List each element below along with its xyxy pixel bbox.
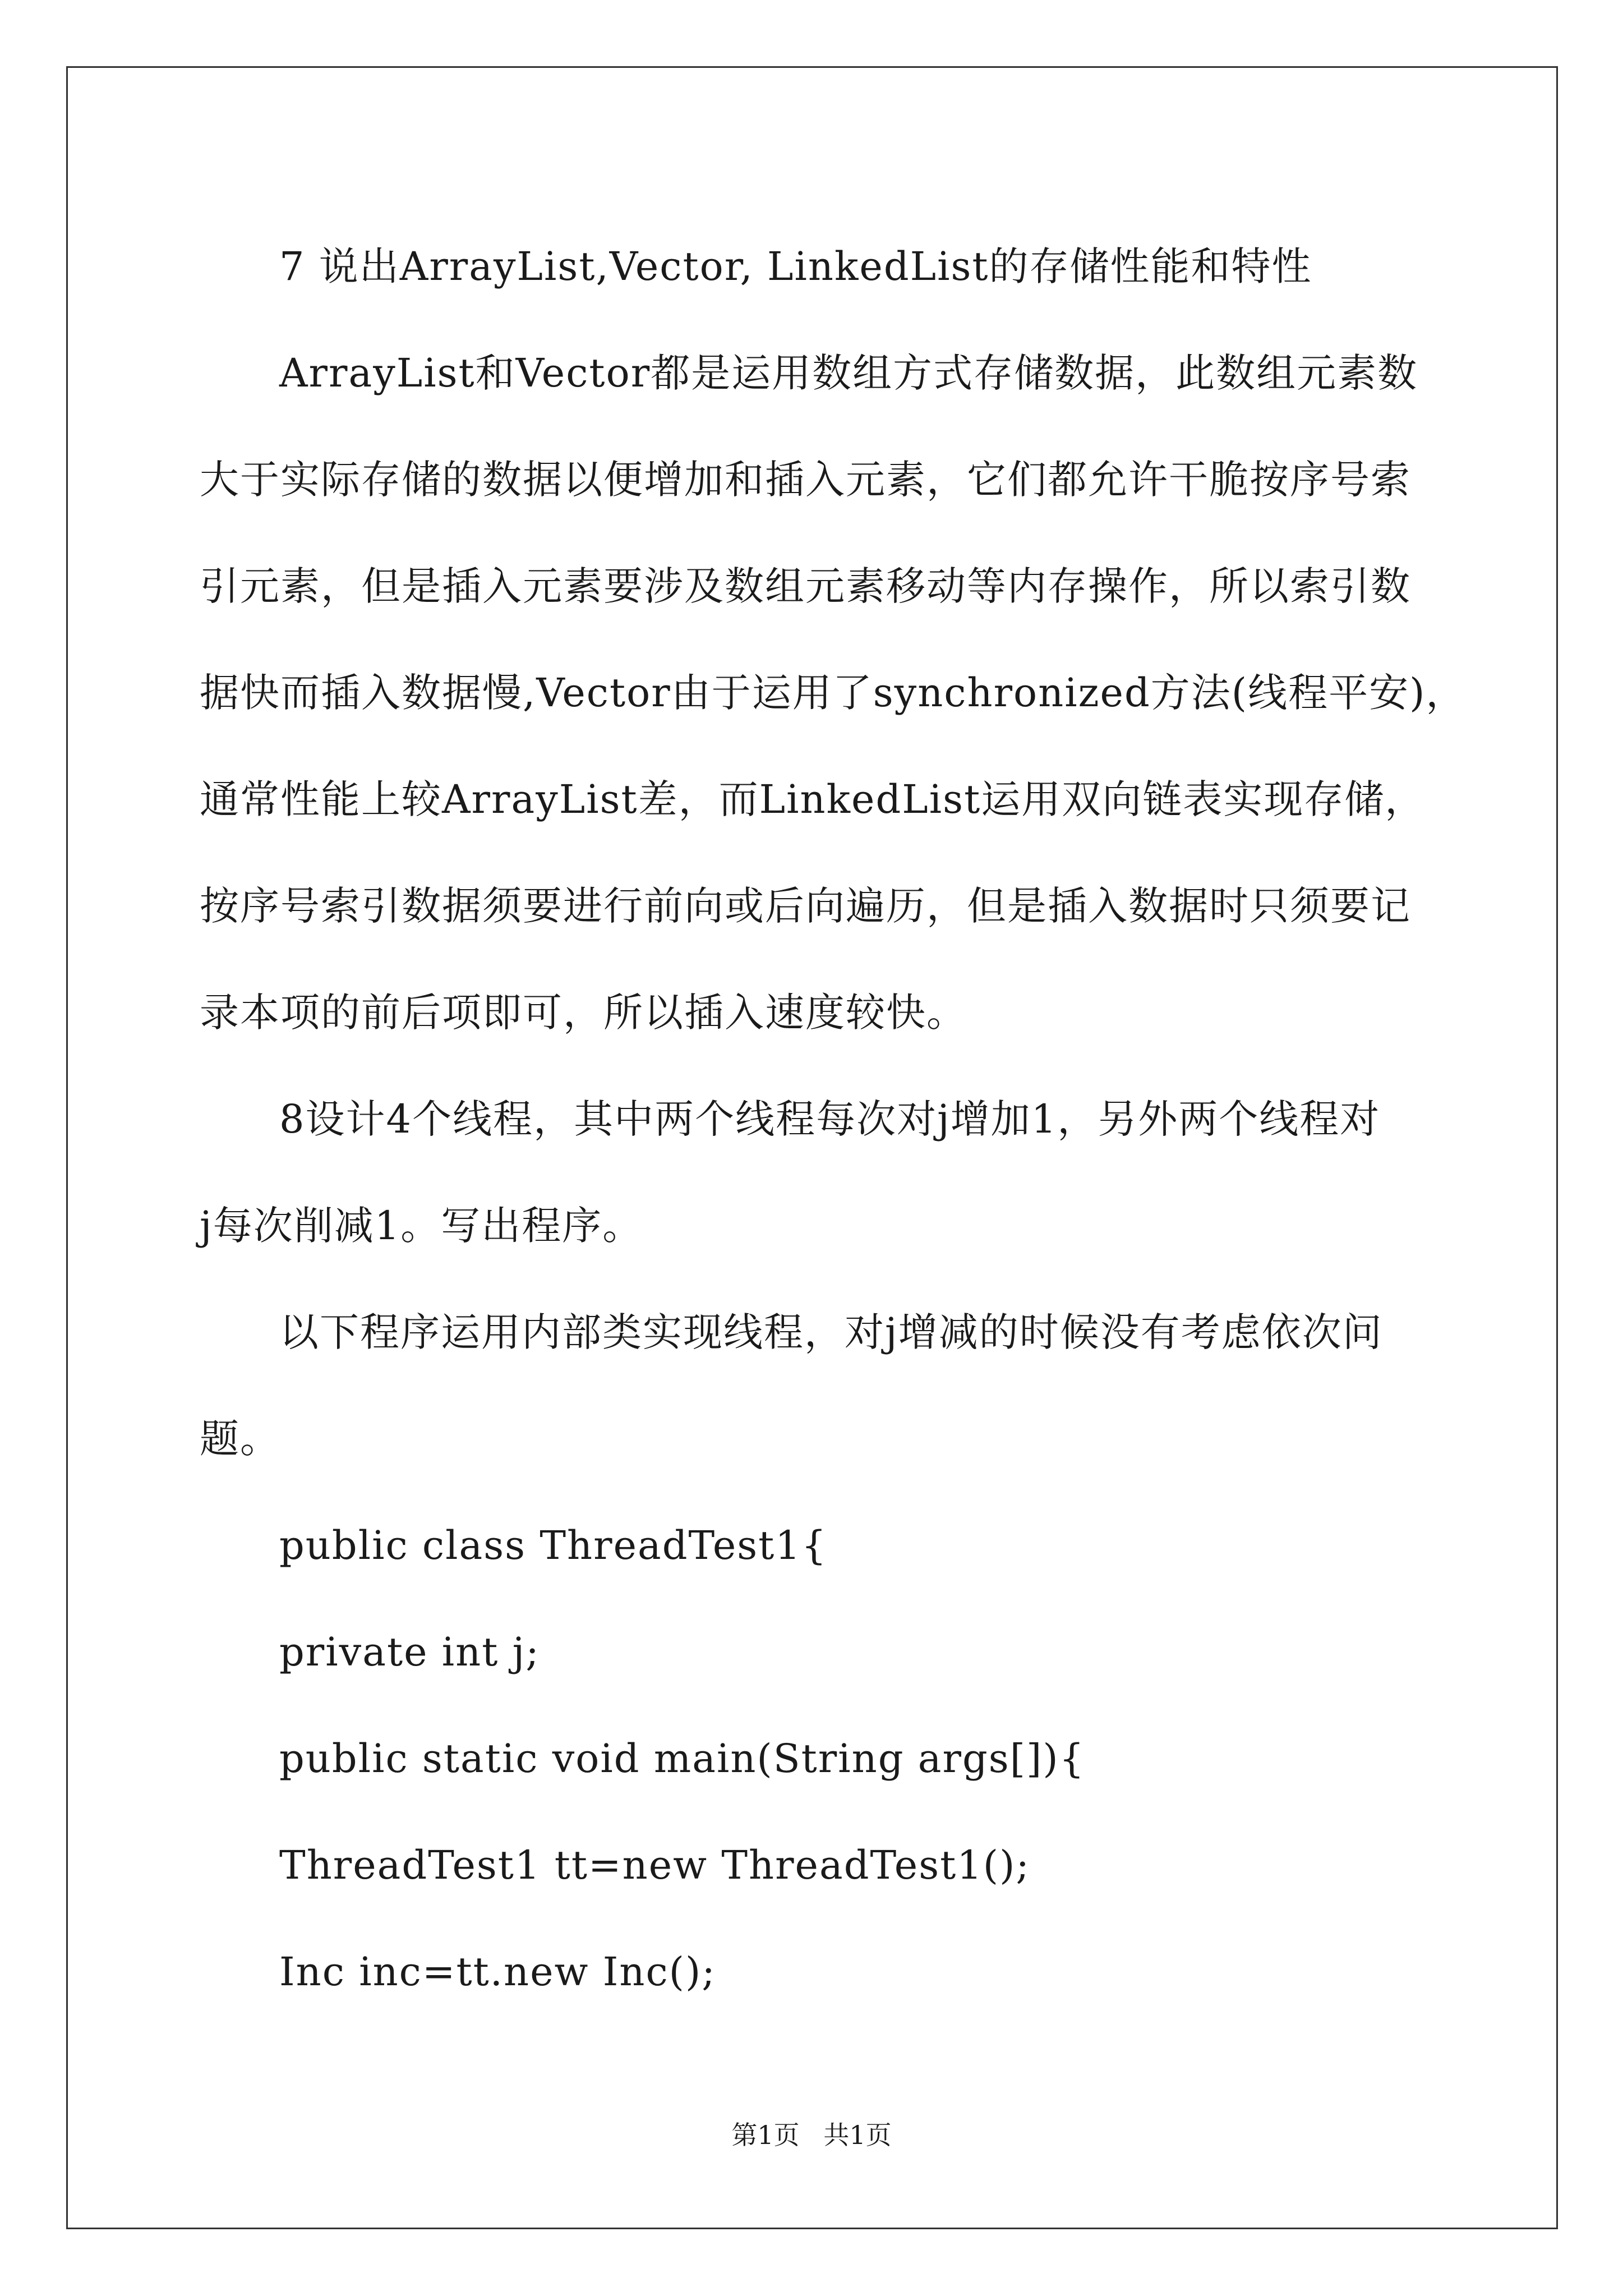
page-number: 第1页 xyxy=(731,2120,800,2150)
document-body xyxy=(200,213,1467,2025)
paragraph-line: ArrayList和Vector都是运用数组方式存储数据，此数组元素数 xyxy=(279,350,1418,396)
code-line: public class ThreadTest1{ xyxy=(279,1522,828,1568)
paragraph-line: 题。 xyxy=(200,1416,280,1462)
code-line: public static void main(String args[]){ xyxy=(279,1736,1086,1782)
paragraph-line: 通常性能上较ArrayList差，而LinkedList运用双向链表实现存储， xyxy=(200,776,1426,822)
section-heading-8: 8设计4个线程，其中两个线程每次对j增加1，另外两个线程对 xyxy=(279,1096,1381,1142)
page-total: 共1页 xyxy=(823,2120,892,2150)
paragraph-line: 以下程序运用内部类实现线程，对j增减的时候没有考虑依次问 xyxy=(279,1309,1383,1355)
paragraph-line: 按序号索引数据须要进行前向或后向遍历，但是插入数据时只须要记 xyxy=(200,883,1411,929)
paragraph-line: 引元素，但是插入元素要涉及数组元素移动等内存操作，所以索引数 xyxy=(200,563,1411,609)
paragraph-line: 据快而插入数据慢,Vector由于运用了synchronized方法(线程平安)， xyxy=(200,670,1467,716)
page-footer xyxy=(0,2115,1623,2152)
code-line: ThreadTest1 tt=new ThreadTest1(); xyxy=(279,1842,1030,1888)
paragraph-line: 大于实际存储的数据以便增加和插入元素，它们都允许干脆按序号索 xyxy=(200,457,1411,503)
code-line: private int j; xyxy=(279,1629,540,1675)
code-line: Inc inc=tt.new Inc(); xyxy=(279,1949,716,1995)
paragraph-line: 录本项的前后项即可，所以插入速度较快。 xyxy=(200,990,967,1036)
paragraph-line: j每次削减1。写出程序。 xyxy=(200,1203,643,1249)
section-heading-7: 7 说出ArrayList,Vector, LinkedList的存储性能和特性 xyxy=(279,243,1312,289)
